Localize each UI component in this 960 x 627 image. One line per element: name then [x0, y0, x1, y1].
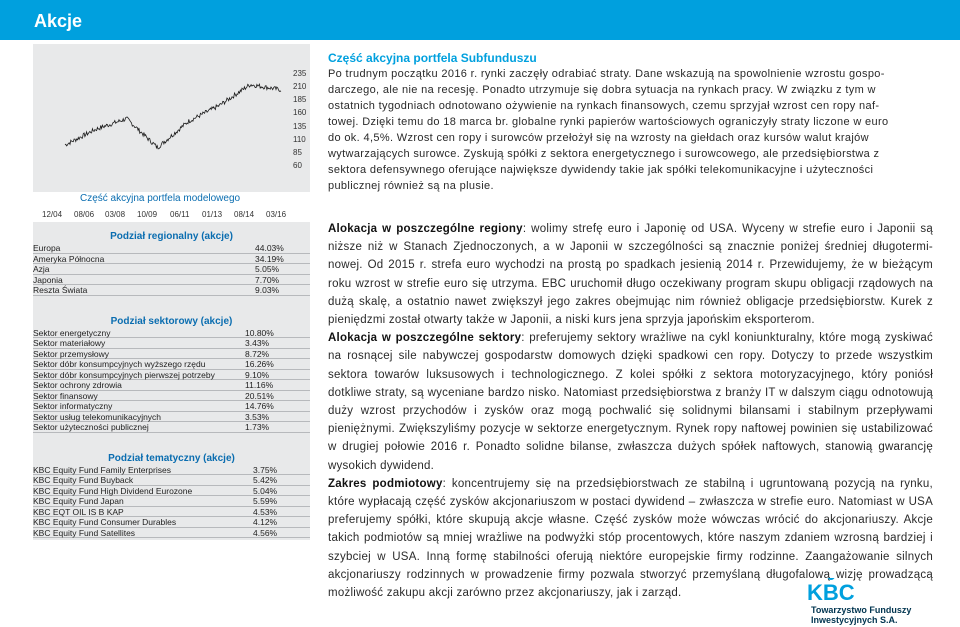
thematic-row-value: 4.12% — [253, 517, 278, 527]
sectoral-row — [33, 328, 310, 339]
sectoral-row-name: Sektor przemysłowy — [33, 348, 110, 359]
thematic-row-name: KBC Equity Fund Satellites — [33, 527, 136, 538]
series-line — [65, 84, 281, 149]
thematic-row-name: KBC Equity Fund Consumer Durables — [33, 517, 177, 527]
y-tick-label: 135 — [293, 121, 307, 131]
regional-title: Podział regionalny (akcje) — [110, 231, 233, 242]
kbc-wordmark: KBC — [807, 580, 855, 604]
thematic-row — [33, 528, 310, 539]
x-tick-label: 01/13 — [202, 210, 223, 219]
sectoral-row-name: Sektor finansowy — [33, 390, 98, 401]
thematic-row-value: 5.59% — [253, 496, 278, 506]
kbc-logo-mark — [805, 578, 865, 604]
paragraph-line: ostatnich tygodniach odnotowano ożywienie na rynkach finansowych, czemu sprzyjał wzrost cen ropy naf- — [328, 100, 880, 112]
x-tick-label: 08/06 — [74, 210, 95, 219]
thematic-row-value: 4.53% — [253, 506, 278, 517]
sectoral-row — [33, 422, 310, 433]
x-tick-label: 06/11 — [170, 210, 190, 219]
thematic-row — [33, 517, 310, 528]
sectoral-row-name: Sektor informatyczny — [33, 401, 113, 411]
x-tick-label: 10/09 — [137, 210, 158, 219]
sectoral-row-value: 11.16% — [245, 380, 274, 390]
regional-row-name: Ameryka Północna — [33, 253, 105, 264]
x-tick-label: 12/04 — [42, 210, 63, 219]
sectoral-row — [33, 338, 310, 349]
regional-row-name: Japonia — [33, 274, 63, 285]
sectoral-row-value: 3.43% — [245, 338, 270, 348]
thematic-row-value: 5.42% — [253, 475, 278, 485]
regional-row-name: Europa — [33, 243, 61, 253]
thematic-row — [33, 496, 310, 507]
sectoral-row-name: Sektor dóbr konsumpcyjnych wyższego rzędu — [33, 359, 206, 369]
thematic-row-name: KBC Equity Fund Japan — [33, 496, 124, 506]
paragraph-line: darczego, ale nie na recesję. Ponadto utrzymuje się dobra sytuacja na rynkach pracy. W związku z tym w — [328, 84, 876, 96]
regional-row — [33, 254, 310, 265]
company-name-line1: Towarzystwo Funduszy — [811, 605, 912, 615]
regional-row-name: Azja — [33, 264, 50, 274]
thematic-row — [33, 486, 310, 497]
regional-row — [33, 285, 310, 296]
regional-row — [33, 275, 310, 286]
sectoral-row-name: Sektor ochrony zdrowia — [33, 380, 122, 390]
section-paragraph — [328, 66, 933, 194]
regional-row-name: Reszta Świata — [33, 285, 88, 295]
thematic-row-name: KBC Equity Fund Family Enterprises — [33, 464, 171, 475]
sectoral-row-value: 20.51% — [245, 390, 274, 401]
y-tick-label: 85 — [293, 147, 302, 157]
y-tick-label: 110 — [293, 134, 306, 144]
commentary — [328, 220, 933, 602]
chart-caption: Część akcyjna portfela modelowego — [80, 193, 241, 204]
x-tick-label: 08/14 — [234, 210, 255, 219]
thematic-row-name: KBC Equity Fund High Dividend Eurozone — [33, 485, 193, 496]
thematic-row-name: KBC Equity Fund Buyback — [33, 475, 134, 485]
regional-row-value: 5.05% — [255, 264, 280, 274]
regions-label: Alokacja w poszczególne regiony — [328, 223, 523, 235]
sectoral-row — [33, 370, 310, 381]
sectoral-row — [33, 349, 310, 360]
sectoral-row-name: Sektor energetyczny — [33, 327, 111, 338]
x-tick-label: 03/08 — [105, 210, 126, 219]
y-tick-label: 160 — [293, 108, 307, 118]
allocation-panel — [33, 222, 310, 540]
sectoral-row-name: Sektor usług telekomunikacyjnych — [33, 411, 162, 422]
sectoral-row-name: Sektor materiałowy — [33, 338, 106, 348]
company-name — [811, 605, 911, 625]
x-tick-label: 03/16 — [266, 210, 287, 219]
sectoral-title: Podział sektorowy (akcje) — [110, 315, 233, 327]
y-tick-label: 60 — [293, 161, 302, 170]
y-tick-label: 235 — [293, 69, 307, 78]
sectoral-row-value: 8.72% — [245, 348, 270, 359]
sectoral-row-name: Sektor dóbr konsumpcyjnych pierwszej potrzeby — [33, 369, 215, 380]
paragraph-line: Po trudnym początku 2016 r. rynki zaczęły odrabiać straty. Dane wskazują na spowolnienie wzrostu gospo- — [328, 68, 885, 80]
regions-paragraph — [328, 220, 933, 329]
paragraph-line: publicznej również są na plusie. — [328, 180, 494, 192]
thematic-row-value: 4.56% — [253, 527, 278, 538]
sectors-paragraph — [328, 329, 933, 475]
sectors-text: : preferujemy sektory wrażliwe na cykl koniunkturalny, które mogą zyskiwać na rosnącej sile nabywczej gospodarstw domowych dzięki spadkowi cen ropy. Dotyczy to przede wszystkim sektora towarów luksusowych i technologicznego. Z kolei spółki z sektora motoryzacyjnego, który poniósł dotkliwe straty, są wyceniane bardzo nisko. Natomiast przedsiębiorstwa z branży IT w dalszym ciągu odnotowują duży wzrost przychodów i zysków oraz mogą pochwalić się solidnymi bilansami i stabilnym przepływami pieniężnymi. Zwiększyliśmy pozycje w sektorze energetycznym. Rynek ropy naftowej powinien się ustabilizować w drugiej połowie 2016 r. Ponadto solidne bilanse, zwłaszcza dużych spółek naftowych, stanowią gwarancję wysokich dywidend. — [328, 332, 933, 472]
sectoral-row-value: 10.80% — [245, 327, 274, 338]
subfund-section — [328, 51, 933, 194]
paragraph-line: sektora defensywnego oferujące największe dywidendy takie jak spółki telekomunikacyjne i użyteczności — [328, 164, 874, 176]
sectoral-row — [33, 412, 310, 423]
thematic-row-name: KBC EQT OIL IS B KAP — [33, 506, 124, 517]
page-header — [0, 0, 960, 40]
thematic-row — [33, 507, 310, 518]
thematic-row — [33, 465, 310, 476]
scope-label: Zakres podmiotowy — [328, 477, 443, 490]
thematic-row-value: 5.04% — [253, 485, 278, 496]
sectoral-row-name: Sektor użyteczności publicznej — [33, 422, 149, 432]
section-title: Część akcyjna portfela Subfunduszu — [328, 51, 537, 65]
paragraph-line: wytwarzających surowce. Zyskują spółki z sektora energetycznego i surowcowego, ale przedsiębiorstwa z — [328, 148, 880, 160]
sectoral-row — [33, 391, 310, 402]
scope-text: : koncentrujemy się na przedsiębiorstwach ze stabilną i ugruntowaną pozycją na rynku, które wypłacają część zysków akcjonariuszom w postaci dywidend – zwłaszcza w strefie euro. Natomiast w USA preferujemy spółki, które skupują akcje własne. Część zysków może wówczas wrócić do akcjonariuszy. Akcje takich podmiotów są mniej wrażliwe na podwyżki stóp procentowych, które naszym zdaniem wzrosną bardziej i szybciej w USA. Inną formę stabilności oferują niektóre europejskie firmy rodzinne. Zaangażowanie silnych akcjonariuszy rodzinnych w prowadzenie firmy pozwala stworzyć przemyślaną długofalową wizję prowadzącą możliwość zakupu akcji zarówno przez akcjonariuszy, jak i zarząd. — [328, 477, 933, 600]
regional-row-value: 44.03% — [255, 243, 284, 253]
sectoral-row-value: 1.73% — [245, 422, 270, 432]
regions-text: : wolimy strefę euro i Japonię od USA. Wyceny w strefie euro i Japonii są niższe niż w Stanach Zjednoczonych, a w Japonii w szczególności są znacznie poniżej średniej długotermi-nowej. Od 2015 r. strefa euro wychodzi na prostą po spadkach jesienią 2014 r. Przewidujemy, że w bieżącym roku wzrost w strefie euro się utrzyma. EBC uruchomił długo oczekiwany program skupu obligacji rządowych na dużą skalę, a ostatnio nawet zwiększył jego zakres obejmując nim również obligacje przedsiębiorstw. Kurek z pieniędzmi został otwarty także w Japonii, a niski kurs jena sprzyja japońskim eksporterom. — [328, 223, 933, 327]
sectoral-row-value: 14.76% — [245, 401, 274, 411]
chart-plot — [33, 44, 310, 192]
regional-row — [33, 264, 310, 275]
paragraph-line: do ok. 4,5%. Wzrost cen ropy i surowców przełożył się na wzrosty na giełdach oraz kursów walut krajów — [328, 132, 869, 144]
sectors-label: Alokacja w poszczególne sektory — [328, 332, 522, 345]
thematic-row-value: 3.75% — [253, 464, 278, 475]
sectoral-row-value: 16.26% — [245, 359, 274, 369]
page-title: Akcje — [34, 11, 83, 31]
regional-row — [33, 243, 310, 254]
thematic-title: Podział tematyczny (akcje) — [108, 452, 235, 464]
sectoral-row — [33, 380, 310, 391]
sectoral-row-value: 3.53% — [245, 411, 270, 422]
paragraph-line: towej. Dzięki temu do 18 marca br. globalne rynki papierów wartościowych ograniczyły straty liczone w euro — [328, 116, 889, 128]
kbc-logo — [805, 560, 935, 624]
thematic-row — [33, 475, 310, 486]
sectoral-row — [33, 401, 310, 412]
company-name-line2: Inwestycyjnych S.A. — [811, 615, 898, 625]
sectoral-row-value: 9.10% — [245, 369, 270, 380]
sectoral-row — [33, 359, 310, 370]
regional-row-value: 9.03% — [255, 285, 280, 295]
regional-row-value: 7.70% — [255, 274, 280, 285]
regional-row-value: 34.19% — [255, 253, 284, 264]
y-tick-label: 210 — [293, 82, 307, 92]
y-tick-label: 185 — [293, 95, 307, 105]
